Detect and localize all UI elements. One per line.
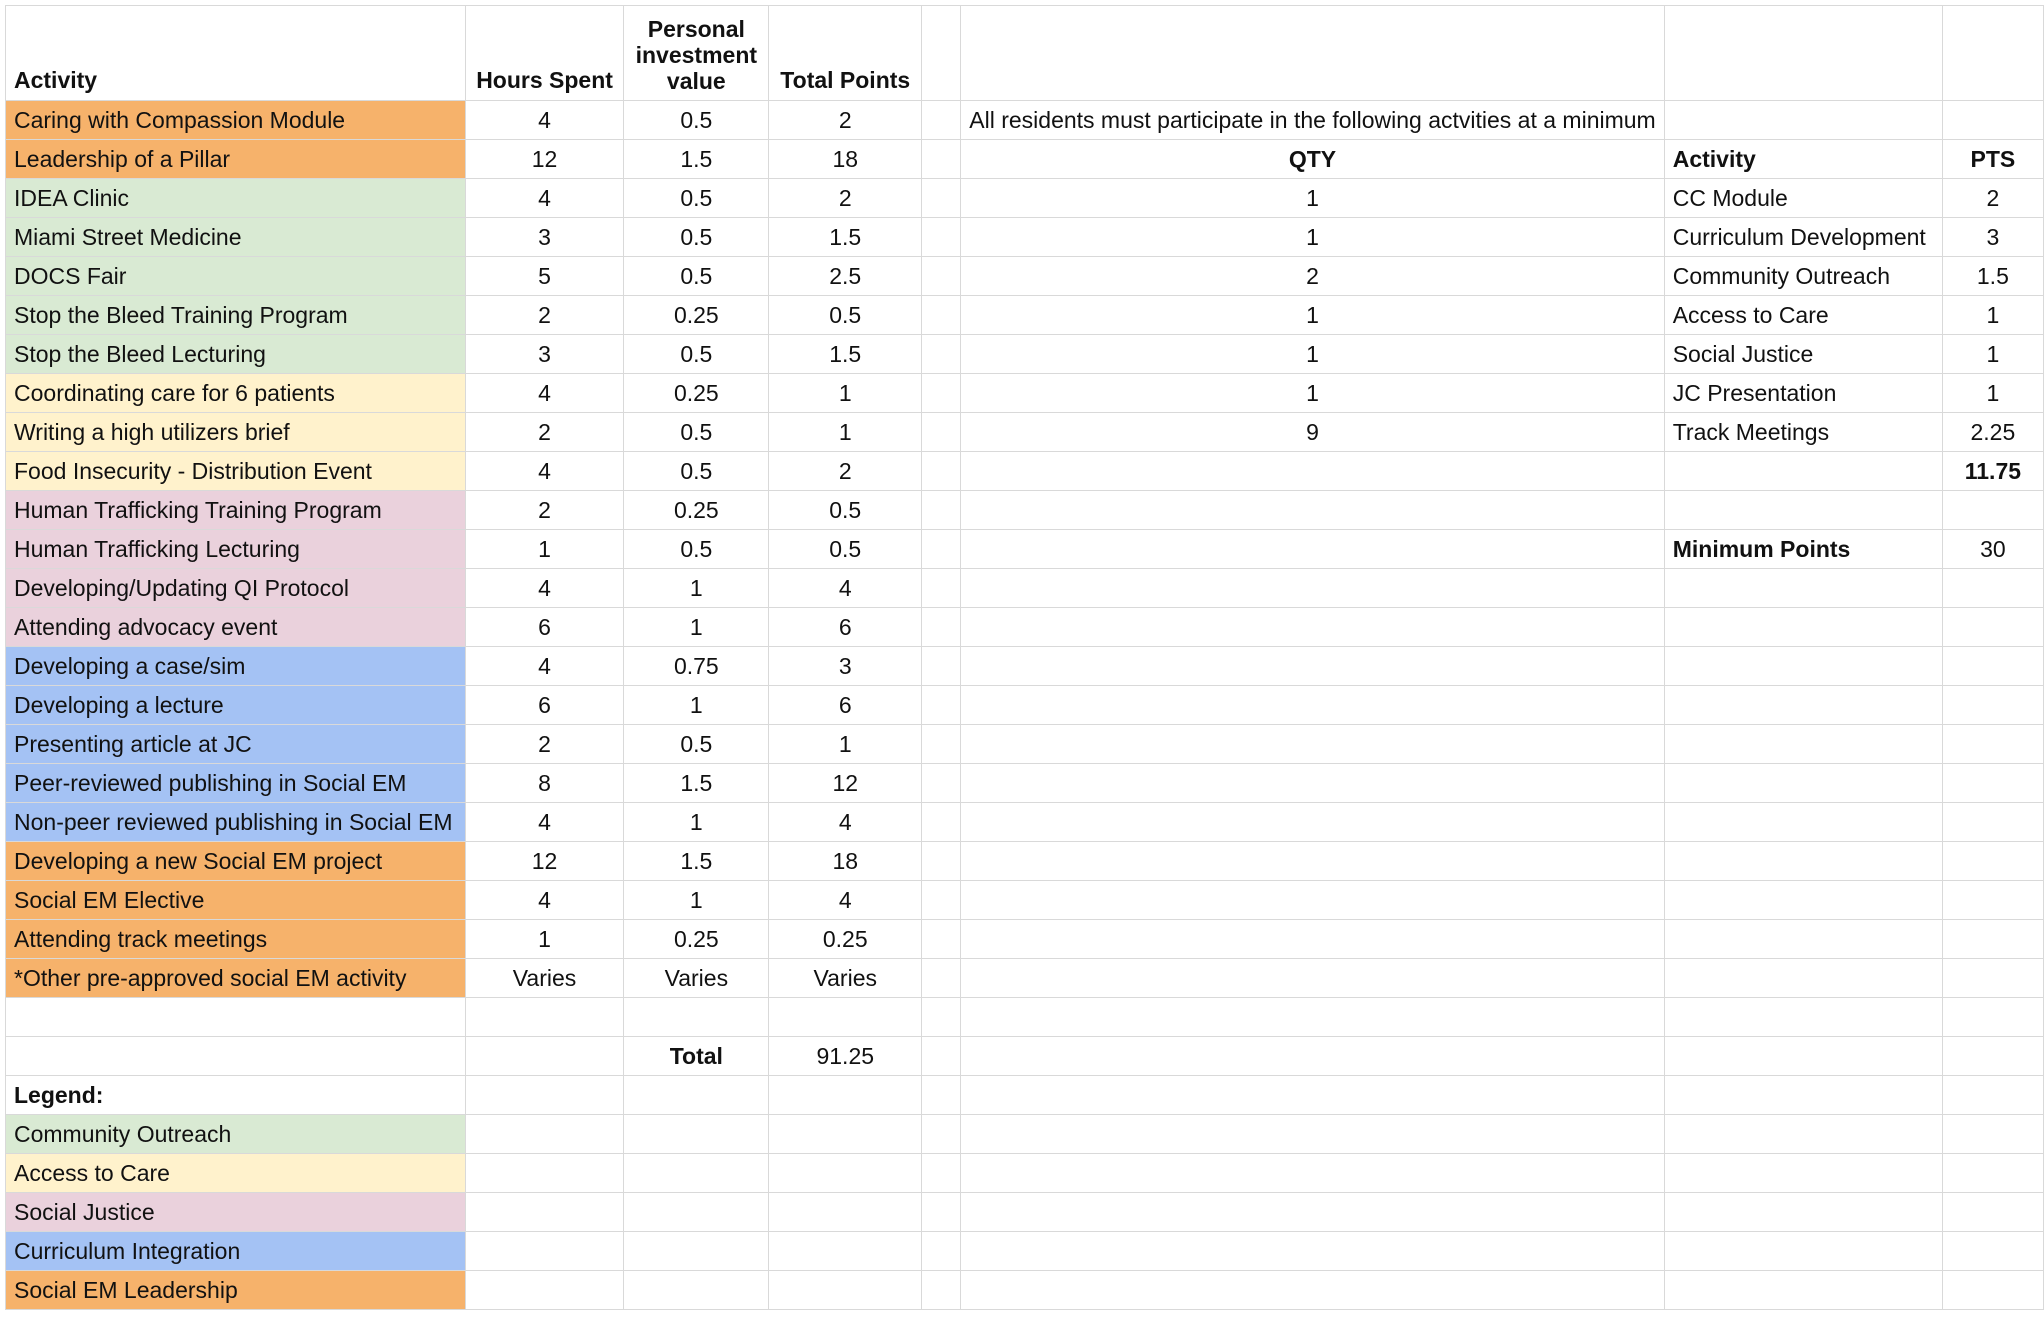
header-total-points[interactable]: Total Points	[769, 6, 922, 101]
table-row	[6, 959, 2044, 998]
total-points[interactable]: 0.5	[769, 491, 922, 530]
investment-value[interactable]: 0.25	[624, 296, 769, 335]
investment-value[interactable]: 0.5	[624, 335, 769, 374]
activity-name[interactable]: Developing a case/sim	[6, 647, 466, 686]
table-row	[6, 647, 2044, 686]
investment-value[interactable]: 0.25	[624, 491, 769, 530]
investment-value[interactable]: 1.5	[624, 842, 769, 881]
total-points[interactable]: 4	[769, 803, 922, 842]
table-row	[6, 257, 2044, 296]
table-row	[6, 803, 2044, 842]
table-row	[6, 764, 2044, 803]
investment-value[interactable]: 0.75	[624, 647, 769, 686]
total-points[interactable]: 4	[769, 881, 922, 920]
table-row	[6, 413, 2044, 452]
hours-spent[interactable]: 4	[465, 101, 623, 140]
table-row	[6, 920, 2044, 959]
investment-value[interactable]: 0.25	[624, 374, 769, 413]
total-points[interactable]: 4	[769, 569, 922, 608]
hours-spent[interactable]: 12	[465, 842, 623, 881]
hours-spent[interactable]: 5	[465, 257, 623, 296]
total-label[interactable]: Total	[624, 1037, 769, 1076]
req-activity[interactable]: JC Presentation	[1664, 374, 1942, 413]
legend-row	[6, 1232, 2044, 1271]
activity-name[interactable]: Caring with Compassion Module	[6, 101, 466, 140]
req-pts[interactable]: 2	[1942, 179, 2043, 218]
legend-row	[6, 1193, 2044, 1232]
points-spreadsheet	[5, 5, 2044, 1310]
total-points[interactable]: 0.5	[769, 296, 922, 335]
table-row	[6, 725, 2044, 764]
investment-value[interactable]: 1.5	[624, 764, 769, 803]
total-points[interactable]: Varies	[769, 959, 922, 998]
legend-social-em-leadership[interactable]: Social EM Leadership	[6, 1271, 466, 1310]
hours-spent[interactable]: 6	[465, 686, 623, 725]
legend-title[interactable]: Legend:	[6, 1076, 466, 1115]
req-qty[interactable]: 1	[961, 218, 1664, 257]
hours-spent[interactable]: 4	[465, 803, 623, 842]
activity-name[interactable]: Stop the Bleed Training Program	[6, 296, 466, 335]
req-activity[interactable]: Community Outreach	[1664, 257, 1942, 296]
header-personal-investment-value[interactable]: Personal investment value	[624, 6, 769, 101]
investment-value[interactable]: 0.5	[624, 413, 769, 452]
legend-row	[6, 1115, 2044, 1154]
req-qty[interactable]: 9	[961, 413, 1664, 452]
investment-value[interactable]: 0.5	[624, 725, 769, 764]
req-pts[interactable]: 1	[1942, 296, 2043, 335]
total-points[interactable]: 1.5	[769, 218, 922, 257]
investment-value[interactable]: 1	[624, 608, 769, 647]
header-hours-spent[interactable]: Hours Spent	[465, 6, 623, 101]
req-activity[interactable]: Curriculum Development	[1664, 218, 1942, 257]
table-row	[6, 686, 2044, 725]
activity-name[interactable]: Peer-reviewed publishing in Social EM	[6, 764, 466, 803]
req-pts[interactable]: 3	[1942, 218, 2043, 257]
total-points[interactable]: 6	[769, 608, 922, 647]
req-pts[interactable]: 1.5	[1942, 257, 2043, 296]
activity-name[interactable]: Writing a high utilizers brief	[6, 413, 466, 452]
req-pts[interactable]: 2.25	[1942, 413, 2043, 452]
req-activity[interactable]: Access to Care	[1664, 296, 1942, 335]
empty-row	[6, 998, 2044, 1037]
legend-title-row	[6, 1076, 2044, 1115]
investment-value[interactable]: 1	[624, 881, 769, 920]
table-row	[6, 842, 2044, 881]
header-activity[interactable]: Activity	[6, 6, 466, 101]
table-row	[6, 608, 2044, 647]
legend-curriculum-integration[interactable]: Curriculum Integration	[6, 1232, 466, 1271]
table-row	[6, 179, 2044, 218]
table-row	[6, 335, 2044, 374]
table-row	[6, 374, 2044, 413]
table-row	[6, 140, 2044, 179]
investment-value[interactable]: 0.5	[624, 218, 769, 257]
hours-spent[interactable]: 2	[465, 725, 623, 764]
total-points[interactable]: 0.5	[769, 530, 922, 569]
table-row	[6, 881, 2044, 920]
activity-name[interactable]: Stop the Bleed Lecturing	[6, 335, 466, 374]
hours-spent[interactable]: 2	[465, 491, 623, 530]
investment-value[interactable]: 0.5	[624, 101, 769, 140]
investment-value[interactable]: 1	[624, 569, 769, 608]
activity-name[interactable]: Non-peer reviewed publishing in Social EM	[6, 803, 466, 842]
header-row	[6, 6, 2044, 101]
investment-value[interactable]: 1	[624, 686, 769, 725]
req-qty[interactable]: 1	[961, 296, 1664, 335]
req-pts[interactable]: 1	[1942, 335, 2043, 374]
legend-social-justice[interactable]: Social Justice	[6, 1193, 466, 1232]
investment-value[interactable]: 1	[624, 803, 769, 842]
total-points[interactable]: 2.5	[769, 257, 922, 296]
req-header-pts[interactable]: PTS	[1942, 140, 2043, 179]
total-points[interactable]: 1	[769, 413, 922, 452]
req-qty[interactable]: 1	[961, 179, 1664, 218]
total-points[interactable]: 18	[769, 842, 922, 881]
investment-value[interactable]: 0.25	[624, 920, 769, 959]
minimum-points-label[interactable]: Minimum Points	[1664, 530, 1942, 569]
investment-value[interactable]: 0.5	[624, 452, 769, 491]
activity-name[interactable]: Presenting article at JC	[6, 725, 466, 764]
req-header-qty[interactable]: QTY	[961, 140, 1664, 179]
hours-spent[interactable]: 4	[465, 374, 623, 413]
activity-name[interactable]: DOCS Fair	[6, 257, 466, 296]
req-pts[interactable]: 1	[1942, 374, 2043, 413]
total-points[interactable]: 2	[769, 452, 922, 491]
activity-name[interactable]: Attending advocacy event	[6, 608, 466, 647]
hours-spent[interactable]: 1	[465, 530, 623, 569]
hours-spent[interactable]: 4	[465, 569, 623, 608]
activity-name[interactable]: Leadership of a Pillar	[6, 140, 466, 179]
minimum-points-value[interactable]: 30	[1942, 530, 2043, 569]
total-points[interactable]: 0.25	[769, 920, 922, 959]
legend-row	[6, 1271, 2044, 1310]
total-points[interactable]: 6	[769, 686, 922, 725]
req-activity[interactable]: Social Justice	[1664, 335, 1942, 374]
legend-community-outreach[interactable]: Community Outreach	[6, 1115, 466, 1154]
activity-name[interactable]: Developing a new Social EM project	[6, 842, 466, 881]
hours-spent[interactable]: 4	[465, 881, 623, 920]
table-row	[6, 101, 2044, 140]
req-qty[interactable]: 1	[961, 335, 1664, 374]
total-row	[6, 1037, 2044, 1076]
activity-name[interactable]: Social EM Elective	[6, 881, 466, 920]
total-points[interactable]: 1.5	[769, 335, 922, 374]
total-points[interactable]: 1	[769, 374, 922, 413]
activity-name[interactable]: IDEA Clinic	[6, 179, 466, 218]
hours-spent[interactable]: 8	[465, 764, 623, 803]
req-qty[interactable]: 2	[961, 257, 1664, 296]
req-activity[interactable]: Track Meetings	[1664, 413, 1942, 452]
activity-name[interactable]: Human Trafficking Training Program	[6, 491, 466, 530]
hours-spent[interactable]: 2	[465, 296, 623, 335]
hours-spent[interactable]: 6	[465, 608, 623, 647]
investment-value[interactable]: 0.5	[624, 257, 769, 296]
req-qty[interactable]: 1	[961, 374, 1664, 413]
investment-value[interactable]: Varies	[624, 959, 769, 998]
activity-name[interactable]: Food Insecurity - Distribution Event	[6, 452, 466, 491]
investment-value[interactable]: 0.5	[624, 179, 769, 218]
total-points[interactable]: 12	[769, 764, 922, 803]
hours-spent[interactable]: 3	[465, 218, 623, 257]
total-value[interactable]: 91.25	[769, 1037, 922, 1076]
hours-spent[interactable]: 4	[465, 179, 623, 218]
investment-value[interactable]: 0.5	[624, 530, 769, 569]
req-subtotal[interactable]: 11.75	[1942, 452, 2043, 491]
legend-access-to-care[interactable]: Access to Care	[6, 1154, 466, 1193]
table-row	[6, 218, 2044, 257]
activity-name[interactable]: Coordinating care for 6 patients	[6, 374, 466, 413]
hours-spent[interactable]: 1	[465, 920, 623, 959]
activity-name[interactable]: *Other pre-approved social EM activity	[6, 959, 466, 998]
activity-name[interactable]: Human Trafficking Lecturing	[6, 530, 466, 569]
hours-spent[interactable]: 2	[465, 413, 623, 452]
legend-row	[6, 1154, 2044, 1193]
investment-value[interactable]: 1.5	[624, 140, 769, 179]
activity-name[interactable]: Developing a lecture	[6, 686, 466, 725]
req-activity[interactable]: CC Module	[1664, 179, 1942, 218]
requirements-note[interactable]: All residents must participate in the following actvities at a minimum	[961, 101, 1664, 140]
table-row	[6, 491, 2044, 530]
table-row	[6, 452, 2044, 491]
total-points[interactable]: 2	[769, 179, 922, 218]
hours-spent[interactable]: 12	[465, 140, 623, 179]
total-points[interactable]: 1	[769, 725, 922, 764]
activity-name[interactable]: Miami Street Medicine	[6, 218, 466, 257]
req-header-activity[interactable]: Activity	[1664, 140, 1942, 179]
table-row	[6, 569, 2044, 608]
hours-spent[interactable]: 4	[465, 647, 623, 686]
total-points[interactable]: 2	[769, 101, 922, 140]
total-points[interactable]: 3	[769, 647, 922, 686]
activity-name[interactable]: Attending track meetings	[6, 920, 466, 959]
activity-name[interactable]: Developing/Updating QI Protocol	[6, 569, 466, 608]
total-points[interactable]: 18	[769, 140, 922, 179]
hours-spent[interactable]: 4	[465, 452, 623, 491]
table-row	[6, 296, 2044, 335]
table-row	[6, 530, 2044, 569]
hours-spent[interactable]: 3	[465, 335, 623, 374]
hours-spent[interactable]: Varies	[465, 959, 623, 998]
